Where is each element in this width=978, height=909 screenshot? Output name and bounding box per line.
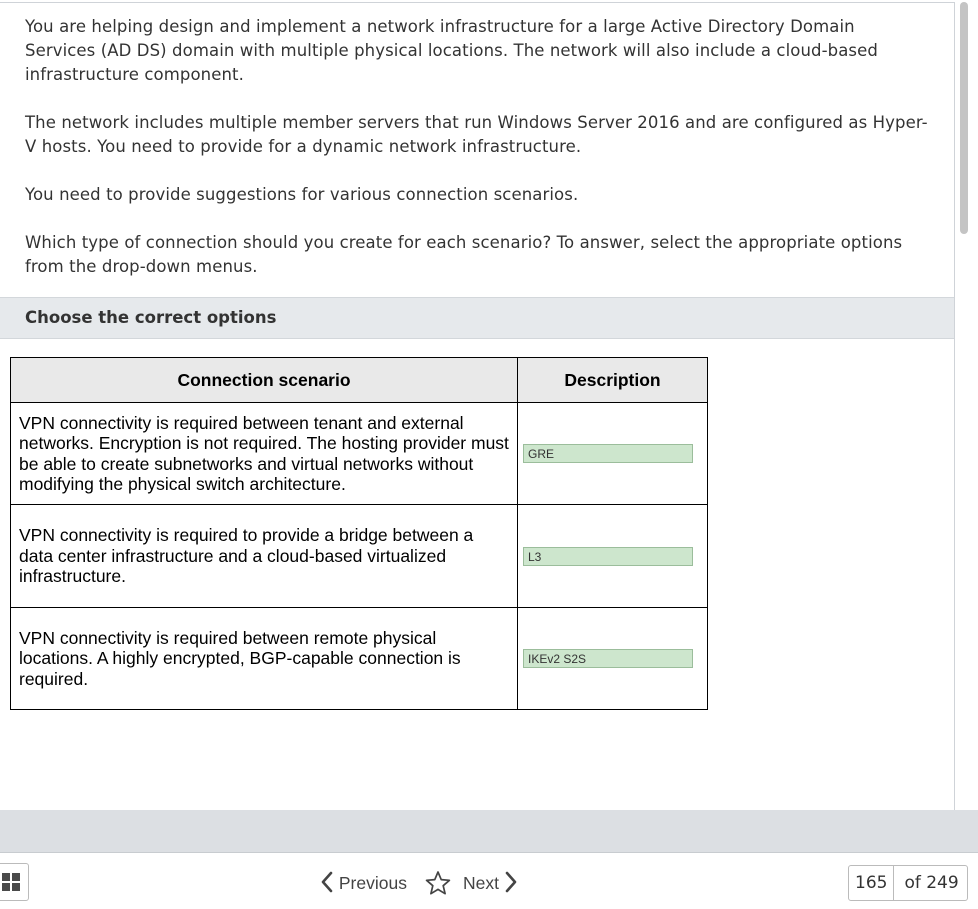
chevron-left-icon — [320, 871, 334, 893]
previous-label: Previous — [338, 873, 407, 893]
scenario-table — [10, 357, 708, 710]
table-row — [11, 505, 708, 608]
scenario-cell: VPN connectivity is required between remote physical locations. A highly encrypted, BGP-capable connection is required. — [11, 608, 518, 710]
page-counter — [848, 865, 968, 901]
current-page-input[interactable]: 165 — [849, 866, 894, 900]
footer-separator-band — [0, 810, 978, 852]
previous-button[interactable] — [320, 871, 407, 894]
total-pages: of 249 — [904, 873, 959, 893]
question-pane — [0, 2, 955, 811]
table-row — [11, 608, 708, 710]
scenario-cell: VPN connectivity is required between tenant and external networks. Encryption is not required. The hosting provider must be able to create subnetworks and virtual networks without modifying the physical switch architecture. — [11, 403, 518, 505]
answer-cell — [518, 505, 708, 608]
grid-icon — [2, 873, 20, 891]
footer-bar — [0, 852, 978, 909]
scenario-cell: VPN connectivity is required to provide a bridge between a data center infrastructure and a cloud-based virtualized infrastructure. — [11, 505, 518, 608]
answer-dropdown[interactable]: IKEv2 S2S — [523, 649, 693, 668]
answer-cell — [518, 403, 708, 505]
bookmark-button[interactable] — [425, 870, 451, 901]
table-header-row — [11, 358, 708, 403]
options-header-bar — [0, 297, 954, 339]
question-grid-button[interactable] — [0, 863, 29, 901]
next-label: Next — [463, 873, 499, 893]
column-header-description: Description — [518, 358, 708, 403]
answer-cell — [518, 608, 708, 710]
column-header-scenario: Connection scenario — [11, 358, 518, 403]
question-paragraph-2: The network includes multiple member servers that run Windows Server 2016 and are configured as Hyper-V hosts. You need to provide for a dynamic network infrastructure. — [25, 113, 928, 156]
star-icon — [425, 870, 451, 896]
question-paragraph-4: Which type of connection should you create for each scenario? To answer, select the appropriate options from the drop-down menus. — [25, 233, 903, 276]
scrollbar-thumb[interactable] — [960, 2, 968, 234]
answer-dropdown[interactable]: L3 — [523, 547, 693, 566]
table-row — [11, 403, 708, 505]
question-paragraph-3: You need to provide suggestions for various connection scenarios. — [25, 185, 579, 204]
answer-dropdown[interactable]: GRE — [523, 444, 693, 463]
next-button[interactable] — [463, 871, 518, 894]
question-text — [25, 15, 930, 303]
question-paragraph-1: You are helping design and implement a network infrastructure for a large Active Directory Domain Services (AD DS) domain with multiple physical locations. The network will also include a cloud-based infrastructure component. — [25, 17, 878, 84]
chevron-right-icon — [504, 871, 518, 893]
options-header-title: Choose the correct options — [25, 308, 277, 327]
vertical-scrollbar[interactable] — [955, 0, 978, 810]
